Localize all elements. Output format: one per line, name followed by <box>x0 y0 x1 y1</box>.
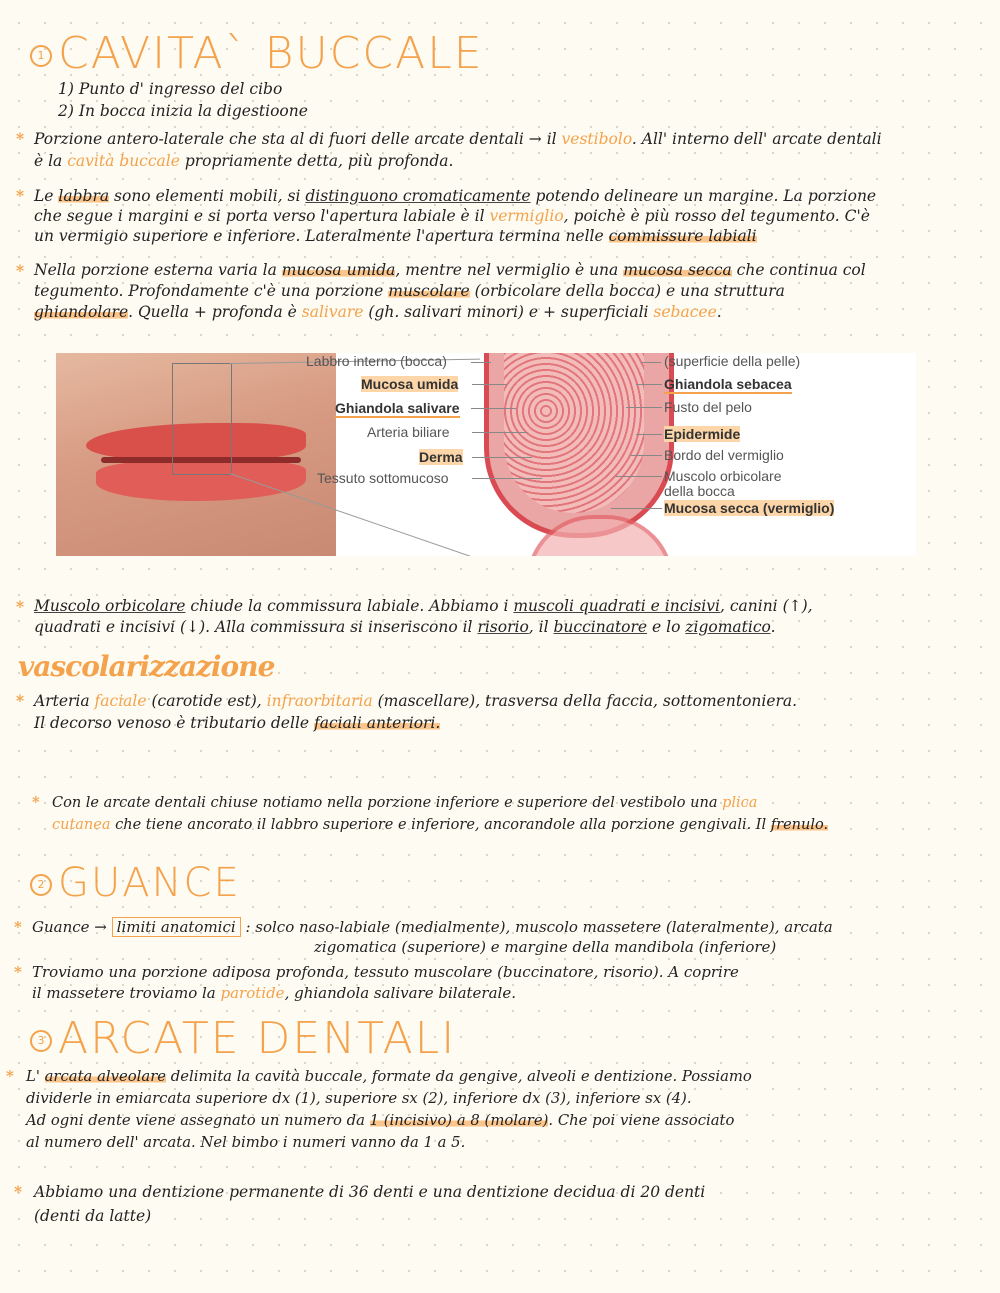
term-risorio: risorio <box>477 618 529 636</box>
term-cavita-buccale: cavità buccale <box>67 152 180 170</box>
intro-item-2: 2) In bocca inizia la digestioone <box>58 102 308 120</box>
term-ghiandolare: ghiandolare <box>34 303 129 321</box>
term-cutanea: cutanea <box>52 817 111 833</box>
term-parotide: parotide <box>220 984 285 1002</box>
section-3-number: 3 <box>30 1030 52 1052</box>
term-mucosa-secca: mucosa secca <box>623 261 732 279</box>
subtitle-vascolarizzazione: vascolarizzazione <box>18 650 275 683</box>
label-della-bocca: della bocca <box>664 483 735 499</box>
paragraph-dentizione: * Abbiamo una dentizione permanente di 36 denti e una dentizione decidua di 20 denti (denti da latte) <box>14 1182 706 1225</box>
term-frenulo: frenulo. <box>770 817 829 833</box>
term-plica: plica <box>722 795 758 811</box>
term-zigomatico: zigomatico <box>685 618 771 636</box>
paragraph-guance-adiposa: * Troviamo una porzione adiposa profonda, tessuto muscolare (buccinatore, risorio). A coprire il massetere troviamo la parotide, ghiandola salivare bilaterale. <box>14 963 739 1002</box>
paragraph-arcata-alveolare: * L' arcata alveolare delimita la cavità buccale, formate da gengive, alveoli e dentizione. Possiamo dividerle in emiarcata superiore dx (1), superiore sx (2), inferiore dx (3), inferiore sx (4). Ad ogni dente viene assegnato un numero da 1 (incisivo) a 8 (molare). Che poi viene associato al numero dell' arcata. Nel bimbo i numeri vanno da 1 a 5. <box>6 1068 752 1151</box>
section-1-heading <box>30 28 484 79</box>
paragraph-plica: * Con le arcate dentali chiuse notiamo nella porzione inferiore e superiore del vestibolo una plica cutanea che tiene ancorato il labbro superiore e inferiore, ancorandole alla porzione gengivali. Il frenulo. <box>32 794 829 833</box>
term-muscoli-quadrati: muscoli quadrati e incisivi <box>513 597 720 615</box>
term-limiti-anatomici: limiti anatomici <box>112 917 241 937</box>
section-1-number: 1 <box>30 45 52 67</box>
paragraph-vascolarizzazione: * Arteria faciale (carotide est), infraorbitaria (mascellare), trasversa della faccia, sottomentoniera. Il decorso venoso è tributario delle faciali anteriori. <box>16 691 798 732</box>
paragraph-labbra: * Le labbra sono elementi mobili, si distinguono cromaticamente potendo delineare un margine. La porzione che segue i margini e si porta verso l'apertura labiale è il vermiglio, poichè è più rosso del tegumento. C'è un vermigio superiore e inferiore. Lateralmente l'apertura termina nelle commissure labiali <box>16 186 877 245</box>
label-fusto-pelo: Fusto del pelo <box>664 399 752 415</box>
term-sebacee: sebacee <box>653 303 717 321</box>
section-2-title: GUANCE <box>58 860 241 906</box>
term-muscolo-orbicolare: Muscolo orbicolare <box>34 597 186 615</box>
section-3-title: ARCATE DENTALI <box>58 1013 457 1064</box>
term-salivare: salivare <box>301 303 364 321</box>
section-2-heading <box>30 860 241 906</box>
section-1-title: CAVITA` BUCCALE <box>58 28 484 79</box>
label-muscolo-orbicolare: Muscolo orbicolare <box>664 468 782 484</box>
label-labbro-interno: Labbro interno (bocca) <box>306 353 447 369</box>
term-faciale: faciale <box>94 692 147 710</box>
term-muscolare: muscolare <box>388 282 470 300</box>
label-arteria: Arteria biliare <box>367 424 450 440</box>
paragraph-mucosa: * Nella porzione esterna varia la mucosa umida, mentre nel vermiglio è una mucosa secca che continua col tegumento. Profondamente c'è una porzione muscolare (orbicolare della bocca) e una struttura ghiandolare. Quella + profonda è salivare (gh. salivari minori) e + superficiali sebacee. <box>16 261 866 321</box>
label-derma: Derma <box>419 449 463 465</box>
label-ghiandola-sebacea: Ghiandola sebacea <box>664 376 792 392</box>
label-mucosa-umida: Mucosa umida <box>361 376 459 392</box>
paragraph-guance-limiti: * Guance → limiti anatomici : solco naso-labiale (medialmente), muscolo massetere (lateralmente), arcata zigomatica (superiore) e margine della mandibola (inferiore) <box>14 918 833 956</box>
label-ghiandola-salivare: Ghiandola salivare <box>335 400 460 416</box>
zoom-box <box>172 363 232 475</box>
paragraph-muscoli: * Muscolo orbicolare chiude la commissura labiale. Abbiamo i muscoli quadrati e incisivi, canini (↑), quadrati e incisivi (↓). Alla commissura si inseriscono il risorio, il buccinatore e lo zigomatico. <box>16 597 813 636</box>
term-arcata-alveolare: arcata alveolare <box>44 1068 167 1085</box>
term-infraorbitaria: infraorbitaria <box>266 692 373 710</box>
term-faciali-anteriori: faciali anteriori. <box>314 714 441 732</box>
lip-anatomy-figure <box>56 353 916 556</box>
term-buccinatore: buccinatore <box>553 618 648 636</box>
label-epidermide: Epidermide <box>664 426 741 442</box>
term-cromaticamente: distinguono cromaticamente <box>305 187 531 205</box>
label-superficie-pelle: (superficie della pelle) <box>664 353 801 369</box>
label-bordo-vermiglio: Bordo del vermiglio <box>664 447 784 463</box>
label-mucosa-secca: Mucosa secca (vermiglio) <box>664 500 835 516</box>
term-incisivo-molare: 1 (incisivo) a 8 (molare) <box>369 1112 549 1129</box>
term-commissure: commissure labiali <box>608 227 757 245</box>
term-vermiglio: vermiglio <box>489 207 564 225</box>
term-vestibolo: vestibolo <box>561 130 632 148</box>
term-mucosa-umida: mucosa umida <box>281 261 396 279</box>
label-tessuto-sottomucoso: Tessuto sottomucoso <box>317 470 449 486</box>
section-2-number: 2 <box>30 874 52 896</box>
paragraph-vestibolo: * Porzione antero-laterale che sta al di fuori delle arcate dentali → il vestibolo. All' interno dell' arcate dentali è la cavità buccale propriamente detta, più profonda. <box>16 129 882 170</box>
intro-item-1: 1) Punto d' ingresso del cibo <box>58 80 283 98</box>
section-3-heading <box>30 1013 456 1064</box>
term-labbra: labbra <box>58 187 110 205</box>
